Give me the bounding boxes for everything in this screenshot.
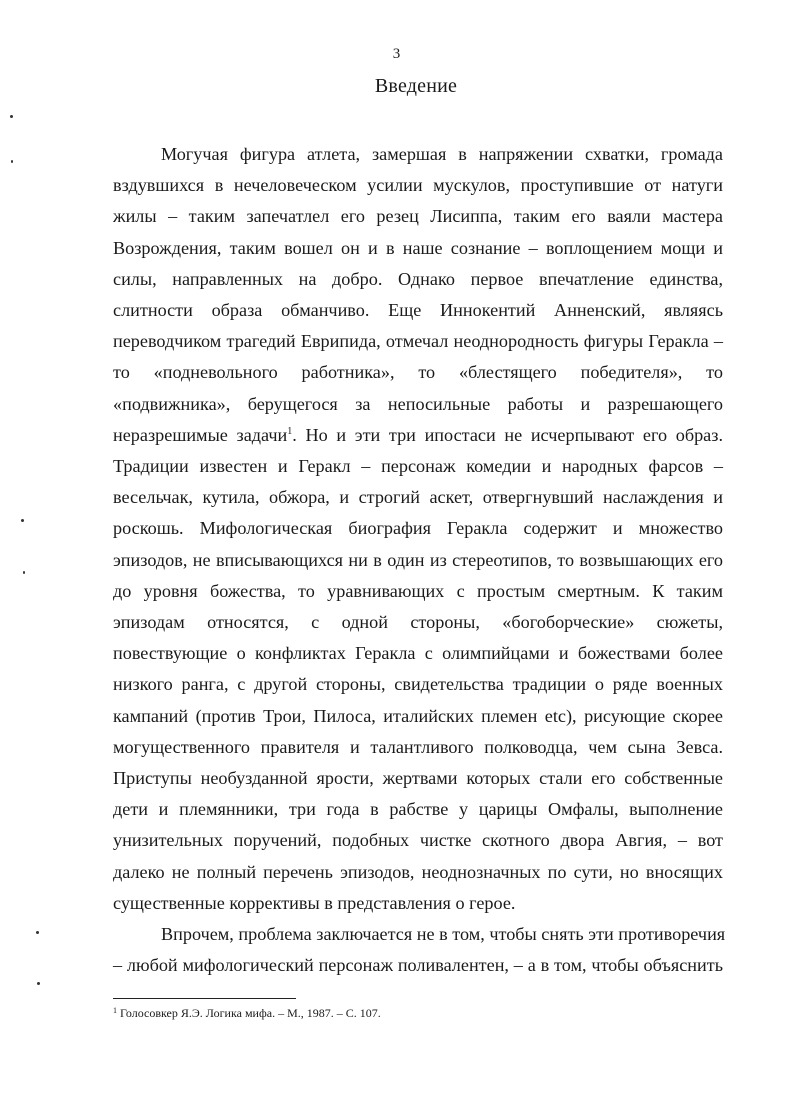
- text-line: Возрождения, таким вошел он и в наше сознание – воплощением мощи и: [113, 237, 723, 258]
- text-line: жилы – таким запечатлел его резец Лисиппа, таким его ваяли мастера: [113, 206, 723, 227]
- footnote-reference: 1: [287, 425, 293, 437]
- text-line: эпизодов, не вписывающихся ни в один из стереотипов, то возвышающих его: [113, 549, 723, 570]
- footnote-marker: 1: [113, 1006, 117, 1015]
- text-line: до уровня божества, то уравнивающих с простым смертным. К таким: [113, 580, 723, 601]
- text-line: эпизодам относятся, с одной стороны, «богоборческие» сюжеты,: [113, 612, 723, 633]
- text-line: «подвижника», берущегося за непосильные работы и разрешающего: [113, 393, 723, 414]
- scan-speck: [36, 931, 39, 934]
- text-line: далеко не полный перечень эпизодов, неоднозначных по сути, но вносящих: [113, 861, 723, 882]
- text-line: низкого ранга, с другой стороны, свидетельства традиции о ряде военных: [113, 674, 723, 695]
- page-number: 3: [392, 46, 401, 62]
- scan-speck: [10, 115, 13, 118]
- text-line: Впрочем, проблема заключается не в том, чтобы снять эти противоречия: [161, 924, 726, 945]
- footnote-text: Голосовкер Я.Э. Логика мифа. – М., 1987. – С. 107.: [120, 1006, 381, 1020]
- text-line: переводчиком трагедий Еврипида, отмечал неоднородность фигуры Геракла –: [113, 331, 723, 352]
- text-line: существенные коррективы в представления о герое.: [113, 892, 516, 913]
- footnote: [113, 1006, 381, 1021]
- text-line: Приступы необузданной ярости, жертвами которых стали его собственные: [113, 768, 723, 789]
- text-line: силы, направленных на добро. Однако первое впечатление единства,: [113, 268, 723, 289]
- text-line: дети и племянники, три года в рабстве у царицы Омфалы, выполнение: [113, 799, 723, 820]
- text-line: Могучая фигура атлета, замершая в напряжении схватки, громада: [161, 144, 723, 164]
- text-line-with-footnote: [113, 420, 723, 451]
- text-line: весельчак, кутила, обжора, и строгий аскет, отвергнувший наслаждения и: [113, 487, 723, 508]
- text-line: Традиции известен и Геракл – персонаж комедии и народных фарсов –: [113, 456, 723, 477]
- text-line: слитности образа обманчиво. Еще Иннокентий Анненский, являясь: [113, 300, 723, 321]
- text-fragment: . Но и эти три ипостаси не исчерпывают его образ.: [292, 424, 723, 445]
- text-line: – любой мифологический персонаж поливалентен, – а в том, чтобы объяснить: [113, 955, 723, 976]
- scan-speck: [11, 160, 13, 163]
- text-line: унизительных поручений, подобных чистке скотного двора Авгия, – вот: [113, 830, 723, 851]
- scan-speck: [21, 519, 24, 522]
- page-title: Введение: [374, 75, 458, 97]
- text-line: повествующие о конфликтах Геракла с олимпийцами и божествами более: [113, 643, 723, 664]
- text-line: кампаний (против Трои, Пилоса, италийских племен etc), рисующие скорее: [113, 705, 723, 726]
- text-fragment: неразрешимые задачи: [113, 424, 288, 445]
- text-line: то «подневольного работника», то «блестящего победителя», то: [113, 362, 723, 383]
- scan-speck: [23, 571, 25, 574]
- text-line: роскошь. Мифологическая биография Геракла содержит и множество: [113, 518, 723, 539]
- text-line: могущественного правителя и талантливого полководца, чем сына Зевса.: [113, 736, 723, 757]
- text-line: вздувшихся в нечеловеческом усилии мускулов, проступившие от натуги: [113, 175, 723, 196]
- scan-speck: [37, 982, 40, 985]
- body-text: [113, 139, 726, 981]
- footnote-separator: [113, 998, 296, 999]
